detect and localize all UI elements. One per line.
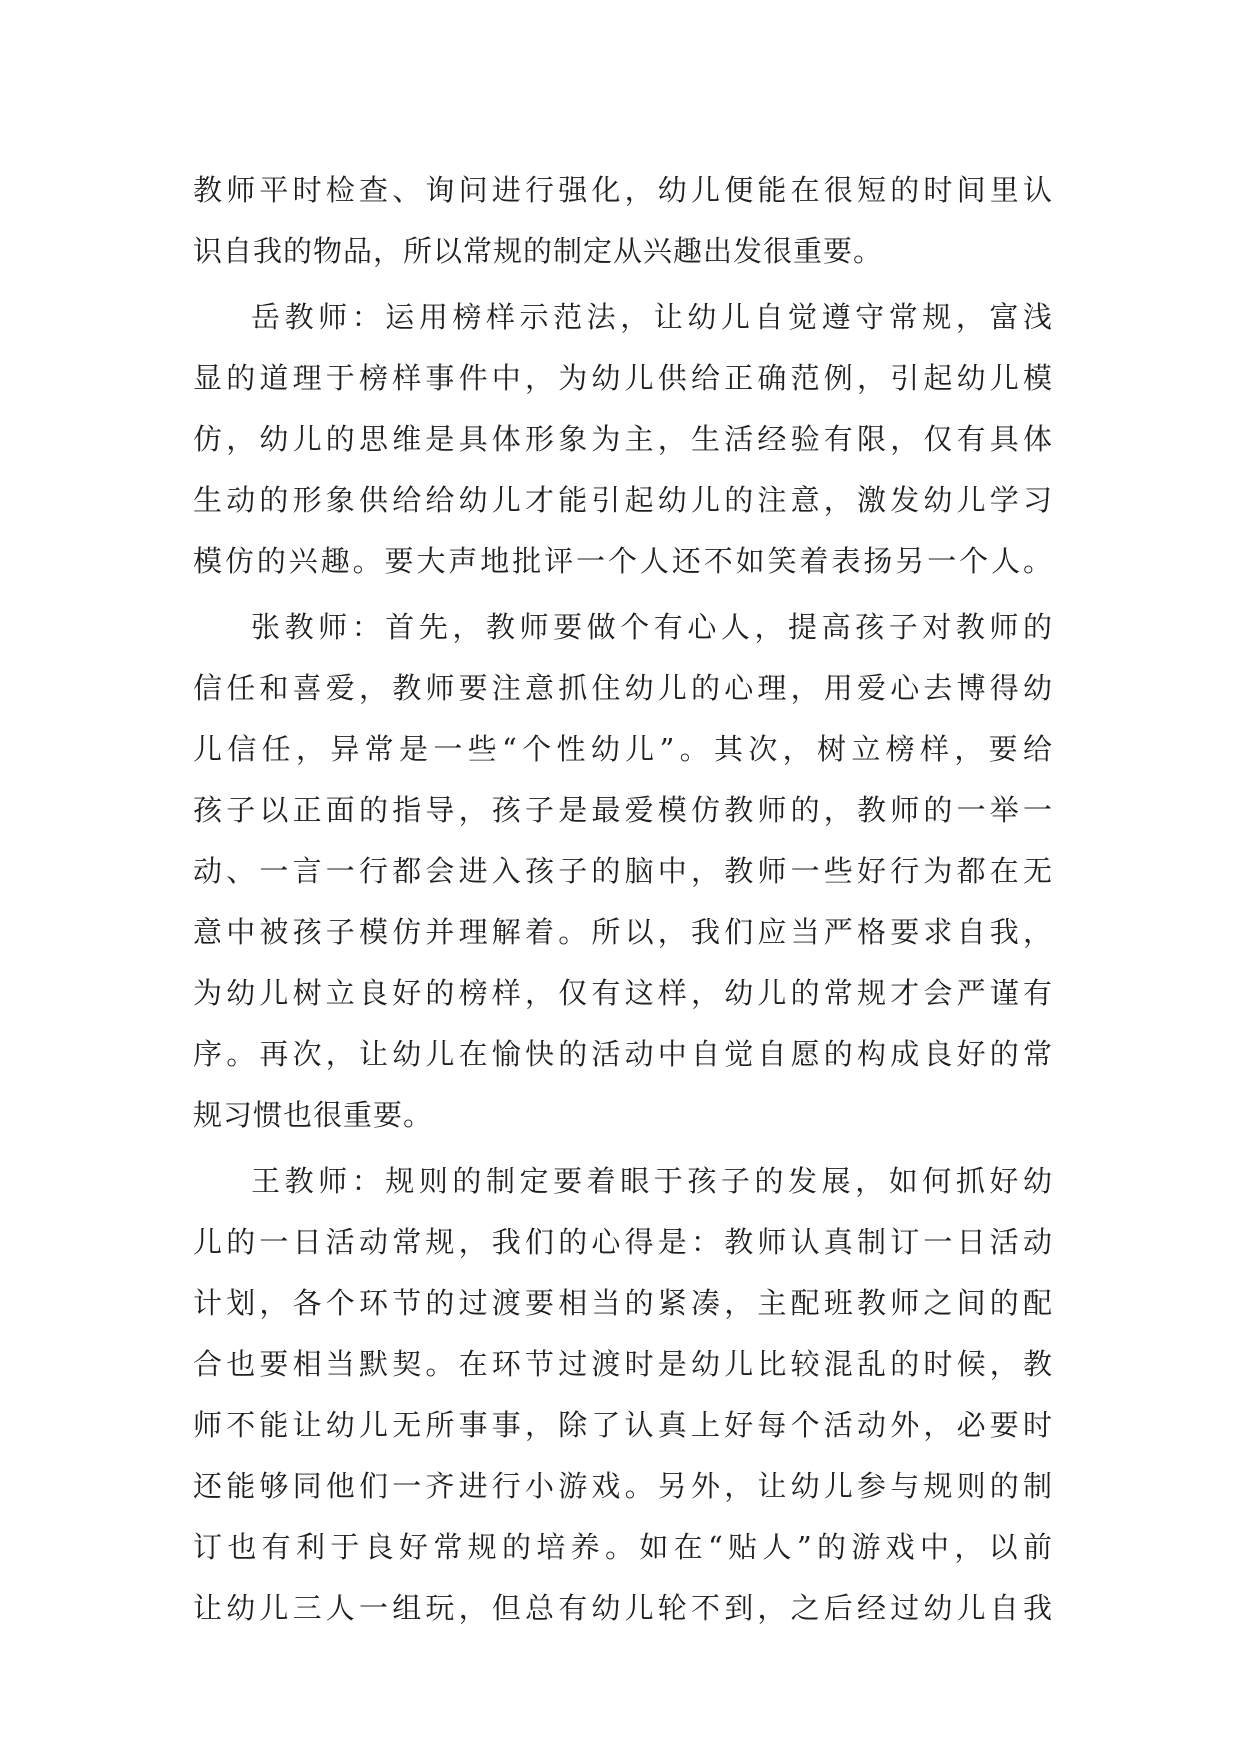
text-line: 岳教师：运用榜样示范法，让幼儿自觉遵守常规，富浅 <box>251 300 1053 334</box>
text-line: 儿信任，异常是一些“个性幼儿”。其次，树立榜样，要给 <box>193 732 1053 766</box>
text-line: 信任和喜爱，教师要注意抓住幼儿的心理，用爱心去博得幼 <box>193 671 1053 705</box>
text-line: 张教师：首先，教师要做个有心人，提高孩子对教师的 <box>251 610 1053 644</box>
text-line: 计划，各个环节的过渡要相当的紧凑，主配班教师之间的配 <box>193 1286 1053 1320</box>
paragraph-yue-teacher <box>193 287 1053 592</box>
text-line: 模仿的兴趣。要大声地批评一个人还不如笑着表扬另一个人。 <box>193 544 1053 578</box>
document-body <box>193 160 1053 1639</box>
text-line: 为幼儿树立良好的榜样，仅有这样，幼儿的常规才会严谨有 <box>193 976 1053 1010</box>
text-line: 孩子以正面的指导，孩子是最爱模仿教师的，教师的一举一 <box>193 793 1053 827</box>
text-line: 王教师：规则的制定要着眼于孩子的发展，如何抓好幼 <box>251 1164 1053 1198</box>
text-line: 师不能让幼儿无所事事，除了认真上好每个活动外，必要时 <box>193 1408 1053 1442</box>
text-line: 订也有利于良好常规的培养。如在“贴人”的游戏中，以前 <box>193 1530 1053 1564</box>
text-line: 儿的一日活动常规，我们的心得是：教师认真制订一日活动 <box>193 1225 1053 1259</box>
text-line: 规习惯也很重要。 <box>193 1098 434 1132</box>
text-line: 还能够同他们一齐进行小游戏。另外，让幼儿参与规则的制 <box>193 1469 1053 1503</box>
text-line: 意中被孩子模仿并理解着。所以，我们应当严格要求自我， <box>193 915 1053 949</box>
text-line: 合也要相当默契。在环节过渡时是幼儿比较混乱的时候，教 <box>193 1347 1053 1381</box>
text-line: 动、一言一行都会进入孩子的脑中，教师一些好行为都在无 <box>193 854 1053 888</box>
text-line: 仿，幼儿的思维是具体形象为主，生活经验有限，仅有具体 <box>193 422 1053 456</box>
paragraph-wang-teacher <box>193 1151 1053 1639</box>
paragraph-zhang-teacher <box>193 597 1053 1146</box>
paragraph-continuation <box>193 160 1053 282</box>
text-line: 让幼儿三人一组玩，但总有幼儿轮不到，之后经过幼儿自我 <box>193 1591 1053 1625</box>
text-line: 识自我的物品，所以常规的制定从兴趣出发很重要。 <box>193 234 884 268</box>
text-line: 生动的形象供给给幼儿才能引起幼儿的注意，激发幼儿学习 <box>193 483 1053 517</box>
text-line: 序。再次，让幼儿在愉快的活动中自觉自愿的构成良好的常 <box>193 1037 1053 1071</box>
text-line: 教师平时检查、询问进行强化，幼儿便能在很短的时间里认 <box>193 173 1053 207</box>
text-line: 显的道理于榜样事件中，为幼儿供给正确范例，引起幼儿模 <box>193 361 1053 395</box>
